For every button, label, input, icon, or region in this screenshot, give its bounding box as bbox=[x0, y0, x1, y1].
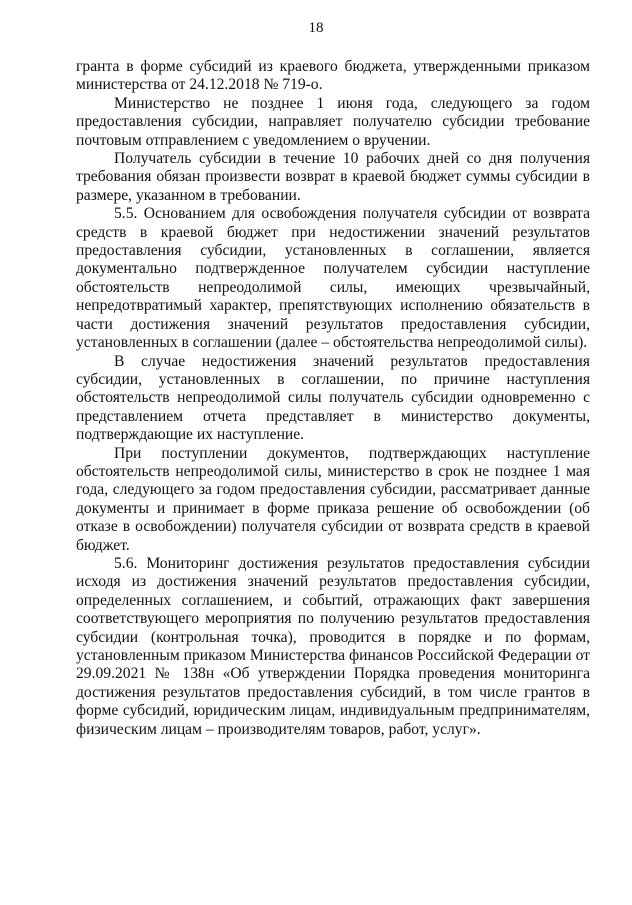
paragraph-refund-obligation: Получатель субсидии в течение 10 рабочих дней со дня получения требования обязан произвести возврат в краевой бюджет суммы субсидии в размере, указанном в требовании. bbox=[76, 150, 590, 204]
paragraph-ministry-requirement: Министерство не позднее 1 июня года, следующего за годом предоставления субсидии, направляет получателю субсидии требование почтовым отправлением с уведомлением о вручении. bbox=[76, 94, 590, 149]
paragraph-section-5-6: 5.6. Мониторинг достижения результатов предоставления субсидии исходя из достижения значений результатов предоставления субсидии, определенных соглашением, и событий, отражающих факт завершения соответствующего мероприятия по получению результатов предоставления субсидии (контрольная точка), проводится в порядке и по формам, установленным приказом Министерства финансов Российской Федерации от 29.09.2021 № 138н «Об утверждении Порядка проведения мониторинга достижения результатов предоставления субсидий, в том числе грантов в форме субсидий, юридическим лицам, индивидуальным предпринимателям, физическим лицам – производителям товаров, работ, услуг». bbox=[76, 554, 590, 738]
page-number: 18 bbox=[308, 20, 324, 36]
paragraph-section-5-5: 5.5. Основанием для освобождения получателя субсидии от возврата средств в краевой бюджет при недостижении значений результатов предоставления субсидии, установленных в соглашении, является документально подтвержденное получателем субсидии наступление обстоятельств непреодолимой силы, имеющих чрезвычайный, непредотвратимый характер, препятствующих исполнению обязательств в части достижения значений результатов предоставления субсидии, установленных в соглашении (далее – обстоятельства непреодолимой силы). bbox=[76, 205, 590, 352]
document-body bbox=[76, 58, 590, 739]
paragraph-force-majeure-report: В случае недостижения значений результатов предоставления субсидии, установленных в соглашении, по причине наступления обстоятельств непреодолимой силы получатель субсидии одновременно с представлением отчета представляет в министерство документы, подтверждающие их наступление. bbox=[76, 352, 590, 444]
paragraph-ministry-decision: При поступлении документов, подтверждающих наступление обстоятельств непреодолимой силы, министерство в срок не позднее 1 мая года, следующего за годом предоставления субсидии, рассматривает данные документы и принимает в форме приказа решение об освобождении (об отказе в освобождении) получателя субсидии от возврата средств в краевой бюджет. bbox=[76, 444, 590, 554]
paragraph-continuation: гранта в форме субсидий из краевого бюджета, утвержденными приказом министерства от 24.12.2018 № 719-о. bbox=[76, 58, 590, 94]
